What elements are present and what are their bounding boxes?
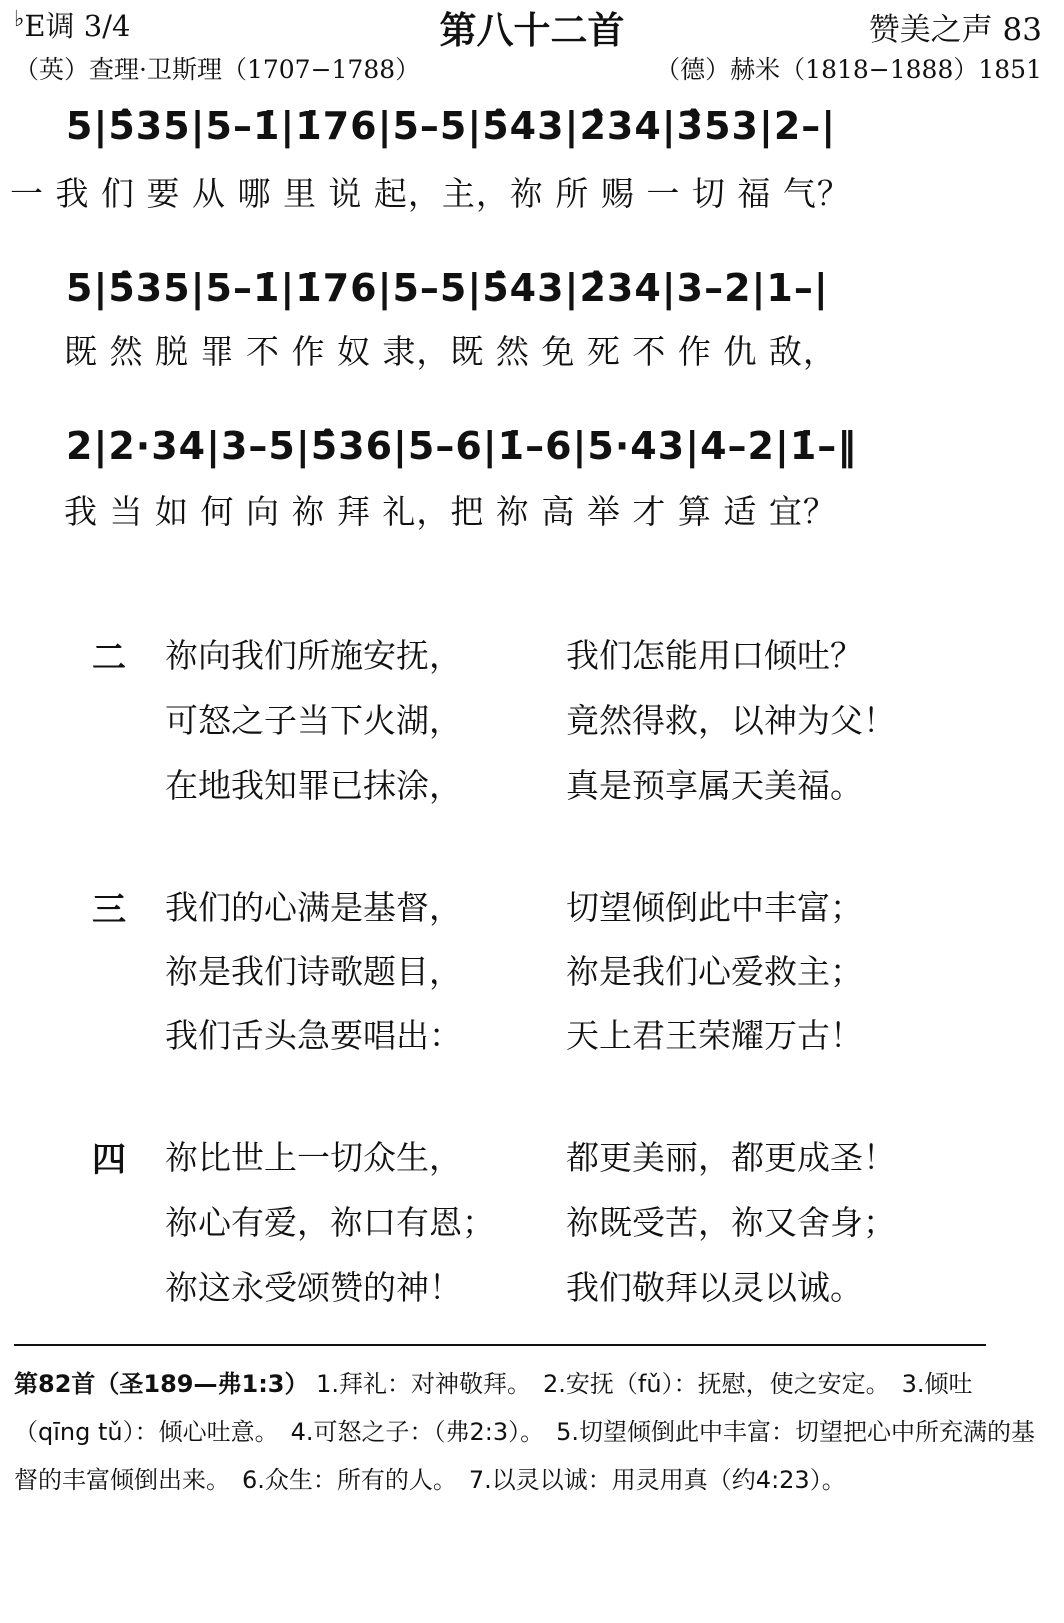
lyric-line-1: 一 我 们 要 从 哪 里 说 起，主，祢 所 赐 一 切 福 气？ (10, 174, 851, 213)
verse-line: 都更美丽，都更成圣！ (566, 1138, 896, 1177)
key-time-text: E调 3/4 (24, 9, 131, 43)
footnote-reference: 第82首（圣189—弗1:3） (14, 1370, 309, 1398)
footnote (14, 1360, 1044, 1504)
verse-line: 我们的心满是基督， (165, 888, 462, 927)
verse-line: 我们敬拜以灵以诚。 (566, 1268, 863, 1307)
notation-line-2: 5|5̂35|5–1̇|1̇76|5–5|5̂43|2̂34|3–2|1–| (66, 266, 829, 310)
verse-number: 二 (92, 638, 126, 678)
flat-sign: ♭ (14, 7, 25, 32)
verse-line: 在地我知罪已抹涂， (165, 766, 462, 805)
notation-line-1: 5|5̂35|5–1̇|1̇76|5–5|5̂43|2̂34|3̂53|2–| (66, 104, 837, 148)
verse-line: 可怒之子当下火湖， (165, 701, 462, 740)
verse-number: 四 (92, 1140, 126, 1180)
verse-line: 祢这永受颂赞的神！ (165, 1268, 462, 1307)
verse-line: 竟然得救，以神为父！ (566, 701, 896, 740)
book-page-label: 赞美之声 83 (868, 12, 1042, 48)
verse-line: 祢心有爱，祢口有恩； (165, 1203, 495, 1242)
footnote-divider (14, 1344, 986, 1346)
lyric-line-2: 既 然 脱 罪 不 作 奴 隶，既 然 免 死 不 作 仇 敌， (64, 332, 837, 371)
verse-line: 祢是我们心爱救主； (566, 952, 863, 991)
verse-line: 我们怎能用口倾吐？ (566, 636, 863, 675)
verse-line: 天上君王荣耀万古！ (566, 1016, 863, 1055)
verse-line: 切望倾倒此中丰富； (566, 888, 863, 927)
lyric-line-3: 我 当 如 何 向 祢 拜 礼，把 祢 高 举 才 算 适 宜？ (64, 492, 837, 531)
notation-line-3: 2|2·34|3–5|5̂36|5–6|1̇–6|5·43|4–2|1̇–‖ (66, 424, 858, 468)
hymn-title: 第八十二首 (439, 9, 625, 52)
verse-line: 祢是我们诗歌题目， (165, 952, 462, 991)
verse-line: 祢比世上一切众生， (165, 1138, 462, 1177)
verse-line: 祢向我们所施安抚， (165, 636, 462, 675)
verse-line: 我们舌头急要唱出： (165, 1016, 462, 1055)
verse-line: 真是预享属天美福。 (566, 766, 863, 805)
footnote-text: 1.拜礼：对神敬拜。 2.安抚（fǔ）：抚慰，使之安定。 3.倾吐（qīng tǔ）：倾心吐意。 4.可怒之子：（弗2:3）。 5.切望倾倒此中丰富：切望把心中所充满的基督的丰富倾倒出来。 6.众生：所有的人。 7.以灵以诚：用灵用真（约4:23）。 (14, 1370, 1036, 1494)
verse-number: 三 (92, 890, 126, 930)
composer-credit: （英）查理·卫斯理（1707−1788） (14, 55, 421, 84)
verse-line: 祢既受苦，祢又舍身； (566, 1203, 896, 1242)
lyricist-credit: （德）赫米（1818−1888）1851 (655, 55, 1042, 84)
